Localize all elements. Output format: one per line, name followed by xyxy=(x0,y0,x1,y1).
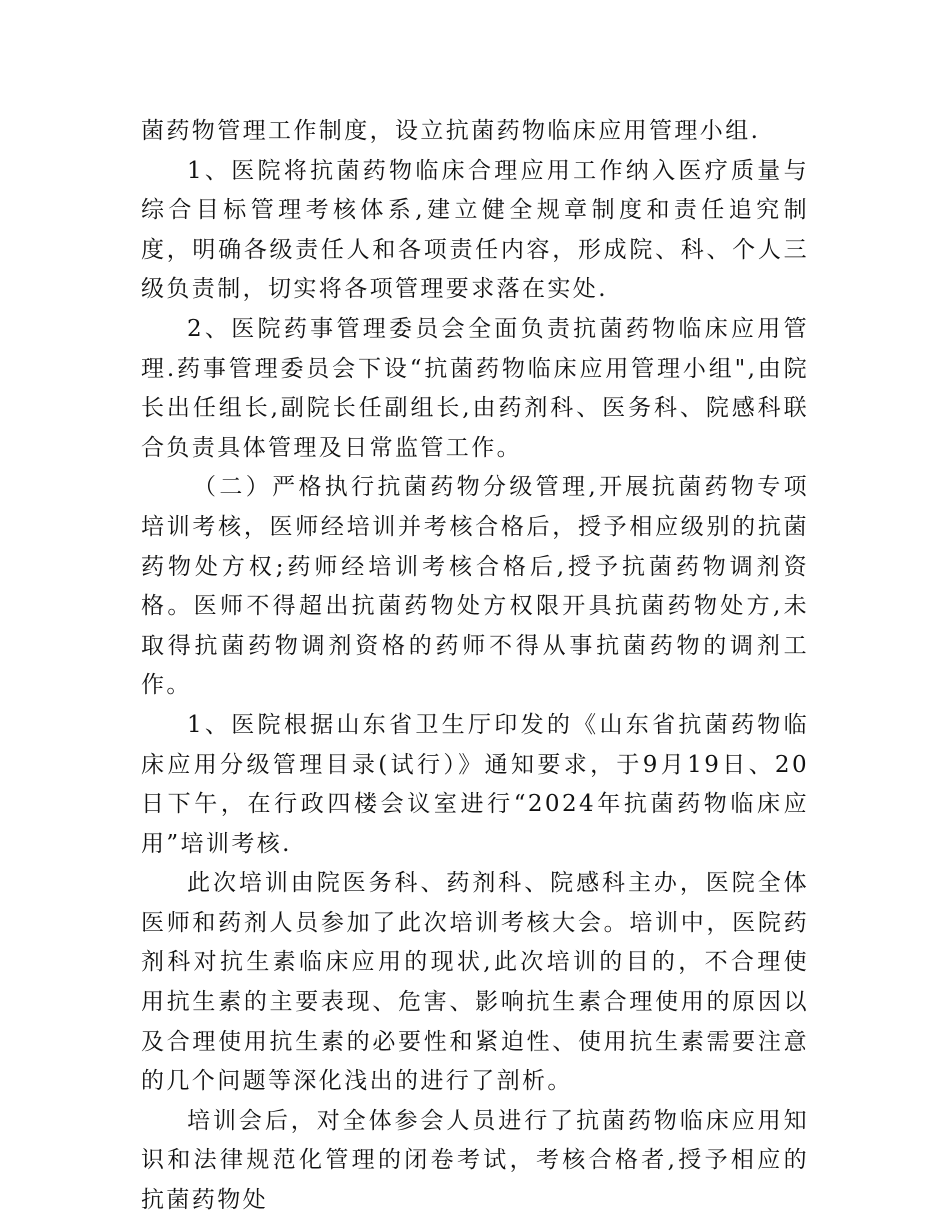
paragraph-item-1-responsibility: 1、医院将抗菌药物临床合理应用工作纳入医疗质量与综合目标管理考核体系,建立健全规章制度和责任追究制度，明确各级责任人和各项责任内容，形成院、科、个人三级负责制，切实将各项管理要求落在实处. xyxy=(141,157,809,303)
paragraph-item-1-training: 1、医院根据山东省卫生厅印发的《山东省抗菌药物临床应用分级管理目录(试行）》通知要求，于9月19日、20日下午，在行政四楼会议室进行“2024年抗菌药物临床应用”培训考核. xyxy=(141,711,809,857)
paragraph-training-details: 此次培训由院医务科、药剂科、院感科主办，医院全体医师和药剂人员参加了此次培训考核大会。培训中，医院药剂科对抗生素临床应用的现状,此次培训的目的，不合理使用抗生素的主要表现、危害、影响抗生素合理使用的原因以及合理使用抗生素的必要性和紧迫性、使用抗生素需要注意的几个问题等深化浅出的进行了剖析。 xyxy=(141,870,809,1095)
paragraph-exam: 培训会后，对全体参会人员进行了抗菌药物临床应用知识和法律规范化管理的闭卷考试，考核合格者,授予相应的抗菌药物处 xyxy=(141,1107,809,1214)
document-body xyxy=(141,112,809,1221)
paragraph-item-2-committee: 2、医院药事管理委员会全面负责抗菌药物临床应用管理.药事管理委员会下设“抗菌药物临床应用管理小组",由院长出任组长,副院长任副组长,由药剂科、医务科、院感科联合负责具体管理及日常监管工作。 xyxy=(141,315,809,461)
paragraph-continuation: 菌药物管理工作制度，设立抗菌药物临床应用管理小组. xyxy=(141,118,761,144)
paragraph-section-2-grading: （二）严格执行抗菌药物分级管理,开展抗菌药物专项培训考核，医师经培训并考核合格后，授予相应级别的抗菌药物处方权;药师经培训考核合格后,授予抗菌药物调剂资格。医师不得超出抗菌药物处方权限开具抗菌药物处方,未取得抗菌药物调剂资格的药师不得从事抗菌药物的调剂工作。 xyxy=(141,474,809,699)
